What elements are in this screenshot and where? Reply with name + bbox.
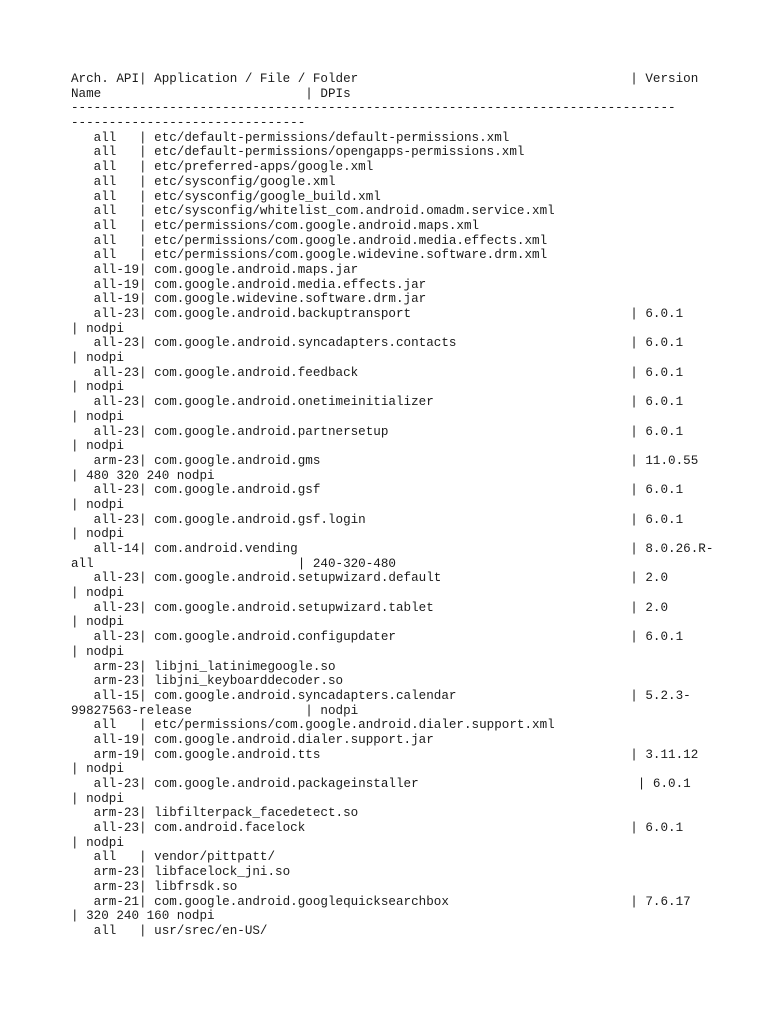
- text-line: all | etc/default-permissions/default-permissions.xml: [71, 130, 510, 145]
- text-line: | nodpi: [71, 644, 124, 659]
- text-line: arm-23| libfilterpack_facedetect.so: [71, 806, 359, 821]
- text-line: --------------------------------------------------------------------------------: [71, 101, 676, 116]
- text-line: all | etc/permissions/com.google.android.maps.xml: [71, 218, 480, 233]
- text-line: arm-23| libjni_latinimegoogle.so: [71, 659, 336, 674]
- text-line: all-19| com.google.android.dialer.support.jar: [71, 732, 434, 747]
- text-line: | 320 240 160 nodpi: [71, 909, 215, 924]
- text-line: | nodpi: [71, 351, 124, 366]
- text-line: arm-23| com.google.android.gms | 11.0.55: [71, 453, 699, 468]
- text-line: arm-19| com.google.android.tts | 3.11.12: [71, 747, 699, 762]
- text-line: all | etc/default-permissions/opengapps-permissions.xml: [71, 145, 525, 160]
- text-line: all-23| com.google.android.gsf.login | 6.0.1: [71, 512, 684, 527]
- text-line: all | etc/permissions/com.google.android.media.effects.xml: [71, 233, 548, 248]
- text-line: | nodpi: [71, 835, 124, 850]
- text-line: | nodpi: [71, 615, 124, 630]
- text-line: | nodpi: [71, 380, 124, 395]
- text-line: arm-23| libfrsdk.so: [71, 879, 238, 894]
- text-line: all-14| com.android.vending | 8.0.26.R-: [71, 542, 714, 556]
- text-line: all-23| com.android.facelock | 6.0.1: [71, 821, 684, 836]
- text-line: arm-23| libjni_keyboarddecoder.so: [71, 674, 344, 689]
- text-line: all-23| com.google.android.partnersetup | 6.0.1: [71, 424, 684, 439]
- text-line: all-19| com.google.android.media.effects.jar: [71, 277, 427, 292]
- text-line: | nodpi: [71, 586, 124, 601]
- text-line: | nodpi: [71, 527, 124, 542]
- text-line: all | etc/permissions/com.google.widevine.software.drm.xml: [71, 248, 548, 263]
- text-line: Name | DPIs: [71, 86, 351, 101]
- text-line: arm-23| libfacelock_jni.so: [71, 865, 291, 880]
- text-line: -------------------------------: [71, 116, 306, 131]
- text-line: | 480 320 240 nodpi: [71, 468, 215, 483]
- text-block: [71, 72, 761, 939]
- text-line: all-15| com.google.android.syncadapters.calendar | 5.2.3-: [71, 688, 691, 703]
- text-line: all | etc/sysconfig/whitelist_com.android.omadm.service.xml: [71, 204, 555, 219]
- text-line: all-23| com.google.android.configupdater | 6.0.1: [71, 630, 684, 645]
- text-line: all-19| com.google.widevine.software.drm.jar: [71, 292, 427, 307]
- text-line: all-23| com.google.android.setupwizard.tablet | 2.0: [71, 600, 669, 615]
- text-line: | nodpi: [71, 321, 124, 336]
- text-line: all | vendor/pittpatt/: [71, 850, 276, 865]
- document-page: [71, 72, 761, 939]
- text-line: all | etc/preferred-apps/google.xml: [71, 160, 374, 175]
- text-line: 99827563-release | nodpi: [71, 703, 359, 718]
- text-line: all-23| com.google.android.onetimeinitializer | 6.0.1: [71, 395, 684, 410]
- text-line: all-23| com.google.android.gsf | 6.0.1: [71, 483, 684, 498]
- text-line: | nodpi: [71, 439, 124, 454]
- text-line: arm-21| com.google.android.googlequicksearchbox | 7.6.17: [71, 894, 691, 909]
- text-line: | nodpi: [71, 791, 124, 806]
- text-line: all | 240-320-480: [71, 556, 396, 571]
- text-line: all-23| com.google.android.backuptransport | 6.0.1: [71, 307, 684, 321]
- text-line: Arch. API| Application / File / Folder | Version: [71, 72, 699, 86]
- text-line: | nodpi: [71, 762, 124, 777]
- text-line: all | etc/sysconfig/google.xml: [71, 174, 336, 189]
- text-line: all | usr/srec/en-US/: [71, 923, 268, 938]
- text-line: all-23| com.google.android.syncadapters.contacts | 6.0.1: [71, 336, 684, 351]
- text-line: all | etc/sysconfig/google_build.xml: [71, 189, 381, 204]
- text-line: all-19| com.google.android.maps.jar: [71, 262, 359, 277]
- text-line: all-23| com.google.android.feedback | 6.0.1: [71, 365, 684, 380]
- text-line: all | etc/permissions/com.google.android.dialer.support.xml: [71, 718, 555, 733]
- text-line: | nodpi: [71, 497, 124, 512]
- text-line: | nodpi: [71, 409, 124, 424]
- text-line: all-23| com.google.android.packageinstaller | 6.0.1: [71, 777, 691, 791]
- text-line: all-23| com.google.android.setupwizard.default | 2.0: [71, 571, 669, 586]
